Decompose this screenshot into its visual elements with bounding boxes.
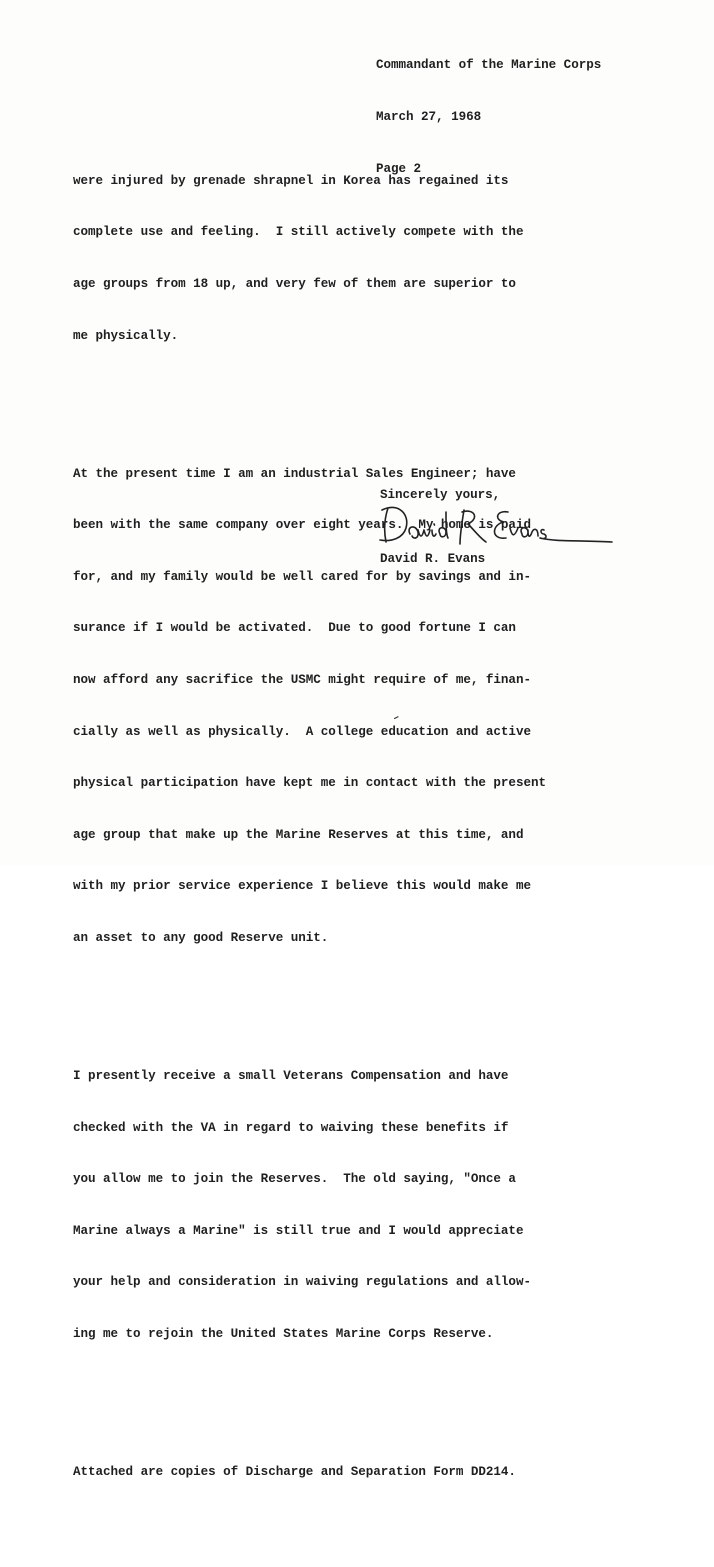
body-line: cially as well as physically. A college education and active [73,724,531,739]
paper-speck-mark [394,716,399,719]
page-number-line: Page 2 [376,161,422,176]
body-line: now afford any sacrifice the USMC might require of me, finan- [73,673,531,687]
body-line: Attached are copies of Discharge and Separation Form DD214. [73,1464,516,1479]
paragraph-injury [73,138,673,379]
body-line: Marine always a Marine" is still true and I would appreciate [73,1223,524,1238]
body-line: were injured by grenade shrapnel in Korea has regained its [73,173,509,188]
handwritten-signature [376,500,616,550]
body-line: you allow me to join the Reserves. The old saying, "Once a [73,1172,516,1187]
date-line: March 27, 1968 [376,110,482,125]
body-line: ing me to rejoin the United States Marine Corps Reserve. [73,1327,494,1342]
body-line: age group that make up the Marine Reserves at this time, and [73,827,524,842]
body-line: been with the same company over eight years. My home is paid [73,518,531,533]
body-line: physical participation have kept me in contact with the present [73,776,546,791]
recipient-line: Commandant of the Marine Corps [376,58,602,73]
paragraph-compensation [73,1034,673,1378]
body-line: your help and consideration in waiving regulations and allow- [73,1275,531,1290]
body-line: an asset to any good Reserve unit. [73,931,329,946]
body-line: checked with the VA in regard to waiving these benefits if [73,1120,509,1135]
body-line: complete use and feeling. I still actively compete with the [73,225,524,240]
letter-body [73,104,673,1567]
body-line: I presently receive a small Veterans Compensation and have [73,1068,509,1083]
body-line: surance if I would be activated. Due to good fortune I can [73,621,516,636]
body-line: At the present time I am an industrial Sales Engineer; have [73,466,516,481]
typed-name: David R. Evans [380,552,486,566]
body-line: age groups from 18 up, and very few of them are superior to [73,277,516,292]
body-line: with my prior service experience I believe this would make me [73,879,531,894]
paragraph-attachments [73,1430,673,1516]
body-line: me physically. [73,328,179,343]
body-line: for, and my family would be well cared for by savings and in- [73,569,531,584]
closing-line: Sincerely yours, [380,488,501,502]
